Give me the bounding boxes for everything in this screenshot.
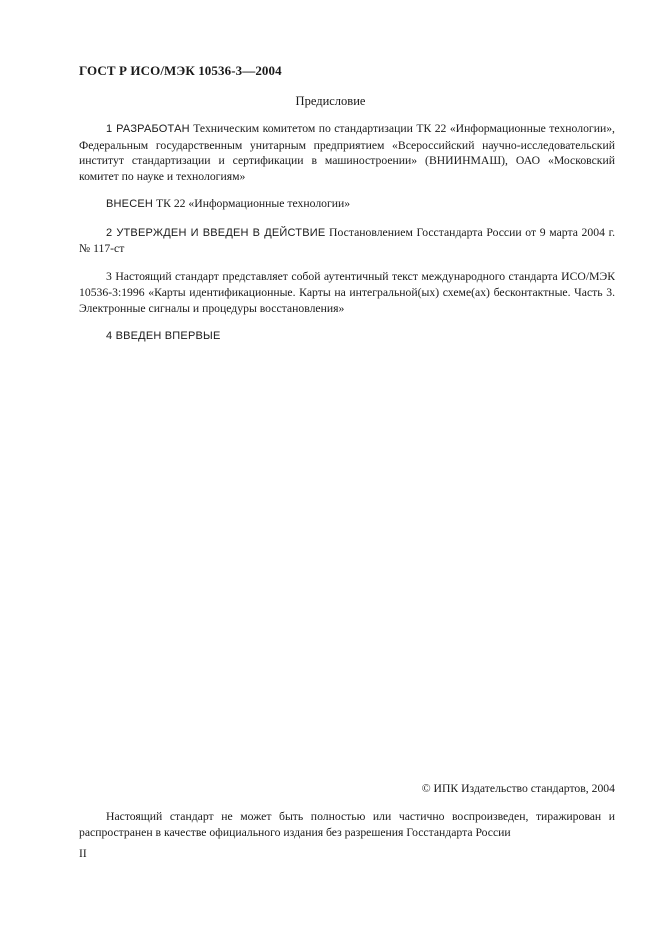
foreword-item-approved: [79, 225, 615, 257]
item-label: 4 ВВЕДЕН ВПЕРВЫЕ: [106, 330, 221, 342]
item-text: Постановлением Госстандарта России от 9 марта 2004 г. № 117-ст: [79, 225, 615, 255]
copyright-notice: © ИПК Издательство стандартов, 2004: [421, 782, 615, 795]
item-text: ТК 22 «Информационные технологии»: [153, 197, 351, 210]
item-label: 2 УТВЕРЖДЕН И ВВЕДЕН В ДЕЙСТВИЕ: [106, 226, 326, 239]
standard-id-header: ГОСТ Р ИСО/МЭК 10536-3—2004: [79, 63, 282, 78]
item-label: ВНЕСЕН: [106, 198, 154, 210]
item-text: 3 Настоящий стандарт представляет собой аутентичный текст международного стандарта ИСО/МЭК 10536-3:1996 «Карты идентификационные. Карты на интегральной(ых) схеме(ах) бесконтактные. Часть 3. Электронные сигналы и процедуры восстановления»: [79, 269, 615, 315]
foreword-item-first-introduced: [79, 328, 615, 345]
foreword-title: Предисловие: [295, 94, 366, 108]
item-text: Техническим комитетом по стандартизации ТК 22 «Информационные технологии», Федеральным государственным унитарным предприятием «Всероссийский научно-исследовательский институт стандартизации и сертификации в машиностроении» (ВНИИНМАШ), ОАО «Московский комитет по науке и технологиям»: [79, 122, 615, 183]
foreword-body: [79, 121, 615, 345]
foreword-item-authentic-text: [79, 269, 615, 317]
reproduction-notice: Настоящий стандарт не может быть полностью или частично воспроизведен, тиражирован и распространен в качестве официального издания без разрешения Госстандарта России: [79, 810, 615, 839]
foreword-item-developed: [79, 121, 615, 184]
item-label: 1 РАЗРАБОТАН: [106, 123, 190, 135]
page-number: II: [79, 848, 87, 860]
foreword-item-introduced: [79, 196, 615, 213]
